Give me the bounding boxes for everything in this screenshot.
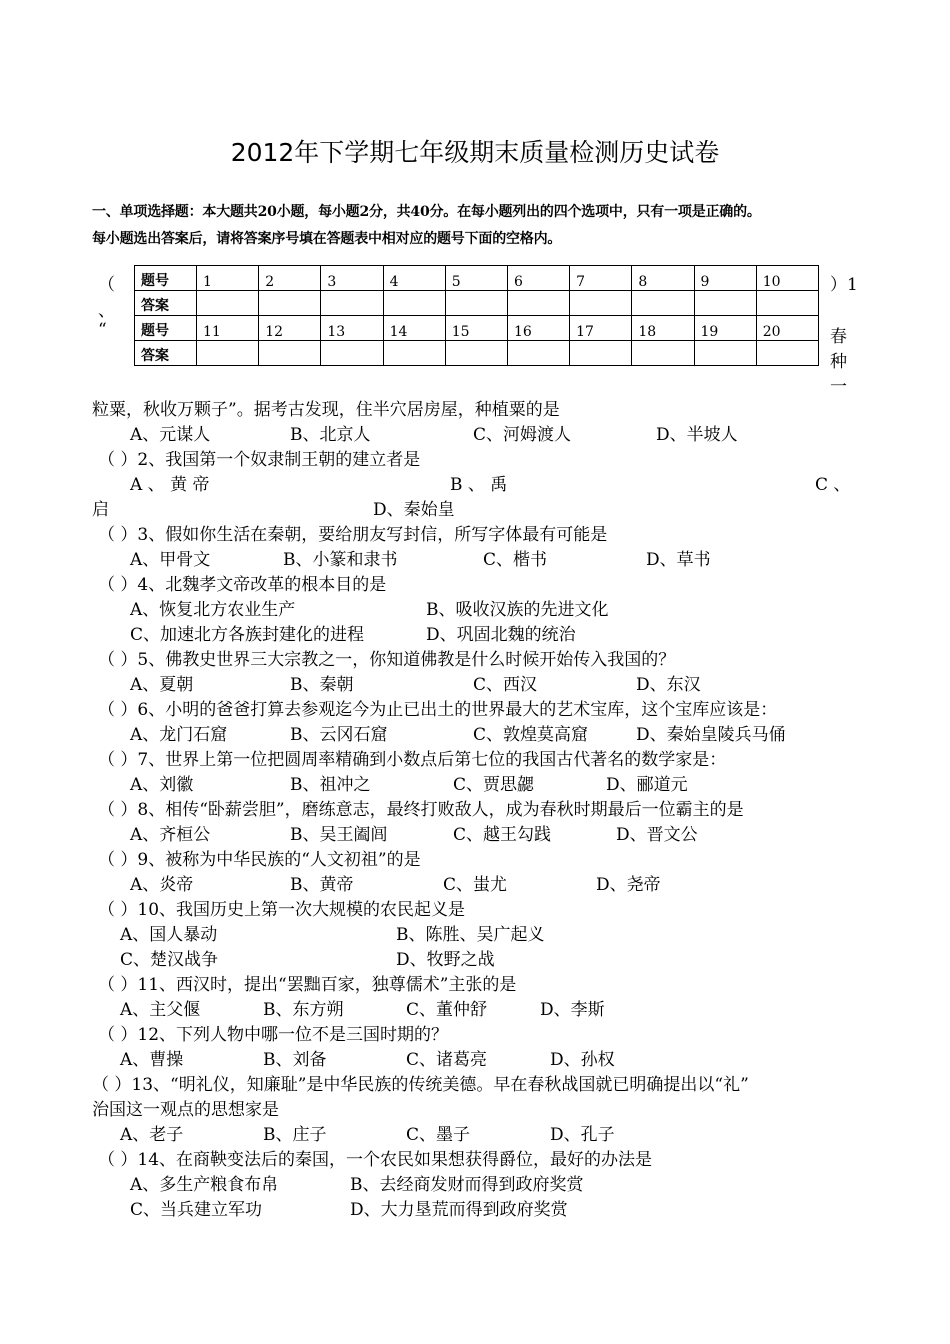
q14-option-d: D、大力垦荒而得到政府奖赏 bbox=[350, 1200, 568, 1220]
q7-option-a: A、刘徽 bbox=[130, 775, 194, 795]
side-text: 种 bbox=[830, 352, 847, 372]
side-text: （ bbox=[98, 275, 115, 295]
question-number: 19 bbox=[694, 316, 756, 341]
q5-option-a: A、夏朝 bbox=[130, 675, 194, 695]
q11-option-a: A、主父偃 bbox=[120, 1000, 201, 1020]
q1-option-a: A、元谋人 bbox=[130, 425, 211, 445]
question-number: 12 bbox=[259, 316, 321, 341]
q3-option-d: D、草书 bbox=[646, 550, 711, 570]
answer-cell[interactable] bbox=[259, 341, 321, 366]
q2-option-a: A 、 黄 帝 bbox=[130, 475, 210, 495]
question-4: （ ）4、北魏孝文帝改革的根本目的是 bbox=[98, 575, 387, 595]
question-5: （ ）5、佛教史世界三大宗教之一，你知道佛教是什么时候开始传入我国的？ bbox=[98, 650, 676, 670]
q6-option-b: B、云冈石窟 bbox=[290, 725, 388, 745]
question-number-label: 题号 bbox=[135, 266, 197, 291]
table-row bbox=[135, 316, 819, 341]
answer-cell[interactable] bbox=[756, 291, 818, 316]
question-12: （ ）12、下列人物中哪一位不是三国时期的？ bbox=[98, 1025, 449, 1045]
q10-option-a: A、国人暴动 bbox=[120, 925, 218, 945]
q1-option-d: D、半坡人 bbox=[656, 425, 738, 445]
q8-option-a: A、齐桓公 bbox=[130, 825, 211, 845]
q3-option-b: B、小篆和隶书 bbox=[283, 550, 398, 570]
table-row bbox=[135, 291, 819, 316]
question-2: （ ）2、我国第一个奴隶制王朝的建立者是 bbox=[98, 450, 421, 470]
answer-cell[interactable] bbox=[570, 291, 632, 316]
q12-option-c: C、诸葛亮 bbox=[406, 1050, 488, 1070]
q13-option-c: C、墨子 bbox=[406, 1125, 471, 1145]
answer-cell[interactable] bbox=[694, 341, 756, 366]
q13-option-d: D、孔子 bbox=[550, 1125, 615, 1145]
question-8: （ ）8、相传“卧薪尝胆”，磨练意志，最终打败敌人，成为春秋时期最后一位霸主的是 bbox=[98, 800, 744, 820]
q1-option-c: C、河姆渡人 bbox=[473, 425, 572, 445]
q8-option-c: C、越王勾践 bbox=[453, 825, 552, 845]
question-number: 7 bbox=[570, 266, 632, 291]
q7-option-c: C、贾思勰 bbox=[453, 775, 535, 795]
question-14: （ ）14、在商鞅变法后的秦国，一个农民如果想获得爵位，最好的办法是 bbox=[98, 1150, 653, 1170]
question-6: （ ）6、小明的爸爸打算去参观迄今为止已出土的世界最大的艺术宝库，这个宝库应该是： bbox=[98, 700, 778, 720]
q12-option-a: A、曹操 bbox=[120, 1050, 184, 1070]
q6-option-c: C、敦煌莫高窟 bbox=[473, 725, 589, 745]
q9-option-c: C、蚩尤 bbox=[443, 875, 508, 895]
question-number: 14 bbox=[383, 316, 445, 341]
q6-option-d: D、秦始皇陵兵马俑 bbox=[636, 725, 786, 745]
question-number: 13 bbox=[321, 316, 383, 341]
answer-cell[interactable] bbox=[445, 291, 507, 316]
q11-option-b: B、东方朔 bbox=[263, 1000, 344, 1020]
answer-cell[interactable] bbox=[259, 291, 321, 316]
question-number: 11 bbox=[197, 316, 259, 341]
side-text: ）1 bbox=[830, 275, 858, 295]
q5-option-c: C、西汉 bbox=[473, 675, 538, 695]
q10-option-b: B、陈胜、吴广起义 bbox=[396, 925, 545, 945]
answer-cell[interactable] bbox=[321, 291, 383, 316]
q11-option-c: C、董仲舒 bbox=[406, 1000, 488, 1020]
question-3: （ ）3、假如你生活在秦朝，要给朋友写封信，所写字体最有可能是 bbox=[98, 525, 608, 545]
answer-cell[interactable] bbox=[197, 341, 259, 366]
q7-option-b: B、祖冲之 bbox=[290, 775, 371, 795]
side-text: 、 bbox=[98, 301, 115, 321]
side-text: 春 bbox=[830, 327, 847, 347]
answer-cell[interactable] bbox=[632, 291, 694, 316]
q14-option-c: C、当兵建立军功 bbox=[130, 1200, 263, 1220]
question-number: 10 bbox=[756, 266, 818, 291]
answer-cell[interactable] bbox=[694, 291, 756, 316]
answer-cell[interactable] bbox=[445, 341, 507, 366]
question-1-text: 粒粟，秋收万颗子”。据考古发现，住半穴居房屋，种植粟的是 bbox=[92, 400, 560, 420]
table-row bbox=[135, 341, 819, 366]
question-number: 18 bbox=[632, 316, 694, 341]
question-10: （ ）10、我国历史上第一次大规模的农民起义是 bbox=[98, 900, 466, 920]
q10-option-c: C、楚汉战争 bbox=[120, 950, 219, 970]
instructions-line-2: 每小题选出答案后，请将答案序号填在答题表中相对应的题号下面的空格内。 bbox=[92, 231, 562, 247]
question-9: （ ）9、被称为中华民族的“人文初祖”的是 bbox=[98, 850, 421, 870]
q7-option-d: D、郦道元 bbox=[606, 775, 688, 795]
question-number: 5 bbox=[445, 266, 507, 291]
question-number: 8 bbox=[632, 266, 694, 291]
question-number: 1 bbox=[197, 266, 259, 291]
side-text: 一 bbox=[830, 377, 847, 397]
q14-option-a: A、多生产粮食布帛 bbox=[130, 1175, 279, 1195]
question-number: 9 bbox=[694, 266, 756, 291]
q2-option-b: B 、 禹 bbox=[450, 475, 508, 495]
question-number: 17 bbox=[570, 316, 632, 341]
answer-cell[interactable] bbox=[383, 291, 445, 316]
answer-cell[interactable] bbox=[756, 341, 818, 366]
q14-option-b: B、去经商发财而得到政府奖赏 bbox=[350, 1175, 584, 1195]
question-number: 15 bbox=[445, 316, 507, 341]
instructions-line-1: 一、单项选择题：本大题共20小题，每小题2分，共40分。在每小题列出的四个选项中，只有一项是正确的。 bbox=[92, 204, 761, 220]
question-number: 6 bbox=[507, 266, 569, 291]
question-number: 16 bbox=[507, 316, 569, 341]
question-number: 2 bbox=[259, 266, 321, 291]
answer-table bbox=[134, 265, 819, 366]
q2-option-c: C 、 bbox=[815, 475, 851, 495]
question-13: （ ）13、“明礼仪，知廉耻”是中华民族的传统美德。早在春秋战国就已明确提出以“礼” bbox=[92, 1075, 749, 1095]
question-7: （ ）7、世界上第一位把圆周率精确到小数点后第七位的我国古代著名的数学家是： bbox=[98, 750, 727, 770]
q9-option-a: A、炎帝 bbox=[130, 875, 194, 895]
q4-option-a: A、恢复北方农业生产 bbox=[130, 600, 296, 620]
question-number: 4 bbox=[383, 266, 445, 291]
q13-option-b: B、庄子 bbox=[263, 1125, 327, 1145]
page-title: 2012年下学期七年级期末质量检测历史试卷 bbox=[230, 138, 720, 167]
answer-cell[interactable] bbox=[632, 341, 694, 366]
answer-cell[interactable] bbox=[197, 291, 259, 316]
table-row bbox=[135, 266, 819, 291]
q8-option-d: D、晋文公 bbox=[616, 825, 698, 845]
q2-option-c-text: 启 bbox=[92, 500, 109, 520]
q8-option-b: B、吴王阖闾 bbox=[290, 825, 388, 845]
question-11: （ ）11、西汉时，提出“罢黜百家，独尊儒术”主张的是 bbox=[98, 975, 517, 995]
question-number-label: 题号 bbox=[135, 316, 197, 341]
answer-label: 答案 bbox=[135, 291, 197, 316]
q10-option-d: D、牧野之战 bbox=[396, 950, 495, 970]
question-number: 3 bbox=[321, 266, 383, 291]
answer-cell[interactable] bbox=[570, 341, 632, 366]
q5-option-b: B、秦朝 bbox=[290, 675, 354, 695]
q4-option-d: D、巩固北魏的统治 bbox=[426, 625, 576, 645]
q4-option-c: C、加速北方各族封建化的进程 bbox=[130, 625, 365, 645]
side-text: “ bbox=[98, 320, 107, 340]
q6-option-a: A、龙门石窟 bbox=[130, 725, 228, 745]
q1-option-b: B、北京人 bbox=[290, 425, 371, 445]
answer-cell[interactable] bbox=[507, 291, 569, 316]
answer-label: 答案 bbox=[135, 341, 197, 366]
q2-option-d: D、秦始皇 bbox=[373, 500, 455, 520]
answer-cell[interactable] bbox=[383, 341, 445, 366]
q3-option-a: A、甲骨文 bbox=[130, 550, 211, 570]
answer-cell[interactable] bbox=[321, 341, 383, 366]
q4-option-b: B、吸收汉族的先进文化 bbox=[426, 600, 609, 620]
q9-option-b: B、黄帝 bbox=[290, 875, 354, 895]
q3-option-c: C、楷书 bbox=[483, 550, 548, 570]
q11-option-d: D、李斯 bbox=[540, 1000, 605, 1020]
question-13-continued: 治国这一观点的思想家是 bbox=[92, 1100, 279, 1120]
q12-option-d: D、孙权 bbox=[550, 1050, 615, 1070]
q5-option-d: D、东汉 bbox=[636, 675, 701, 695]
q13-option-a: A、老子 bbox=[120, 1125, 184, 1145]
answer-cell[interactable] bbox=[507, 341, 569, 366]
question-number: 20 bbox=[756, 316, 818, 341]
q9-option-d: D、尧帝 bbox=[596, 875, 661, 895]
q12-option-b: B、刘备 bbox=[263, 1050, 327, 1070]
